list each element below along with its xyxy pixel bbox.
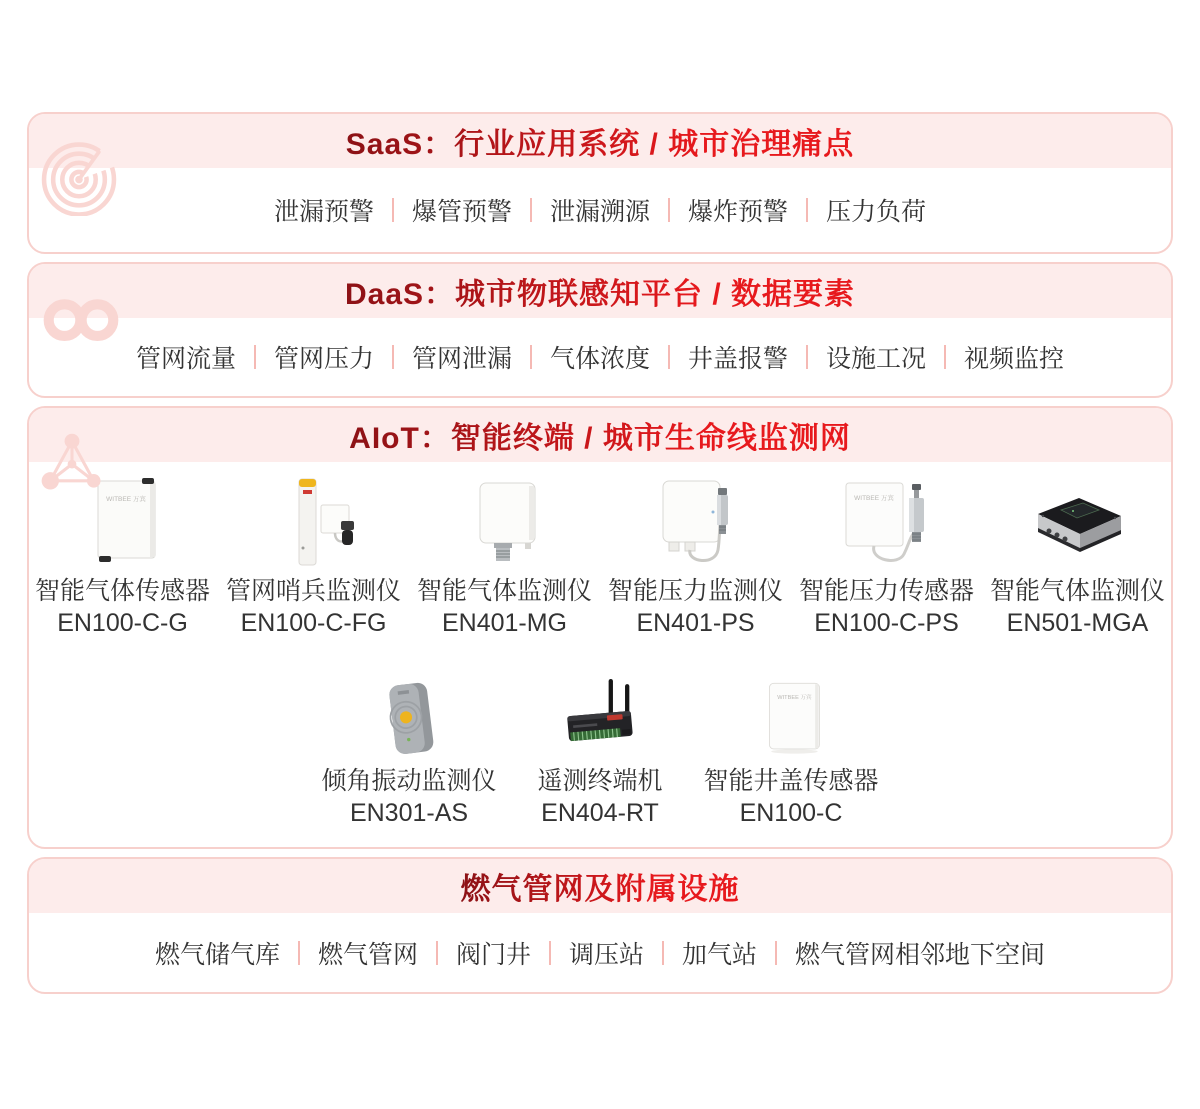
item-separator [254,345,256,369]
daas-title: DaaS：城市物联感知平台 / 数据要素 [345,269,855,313]
product-name: 智能压力传感器 [798,577,974,605]
capability-item: 燃气管网相邻地下空间 [795,940,1046,969]
saas-items [274,192,926,228]
capability-item: 泄漏预警 [273,198,374,226]
product-name: 管网哨兵监测仪 [225,577,401,605]
item-separator [549,941,551,965]
capability-item: 爆炸预警 [688,198,789,226]
aiot-products-row-1 [29,476,1171,639]
device-tilt-sensor [314,679,505,761]
item-separator [806,198,808,222]
product-model: EN401-MG [441,609,568,637]
svg-text:WITBEE 万宾: WITBEE 万宾 [105,496,146,503]
item-separator [298,941,300,965]
product-model: EN301-AS [349,799,469,827]
product-card [505,679,696,829]
aiot-products-row-2 [29,679,1171,829]
capability-item: 视频监控 [964,345,1065,373]
device-manhole-sensor [696,679,887,761]
device-gas-monitor [409,476,600,571]
capability-item: 井盖报警 [688,345,789,373]
product-card [982,476,1173,639]
aiot-title: AIoT：智能终端 / 城市生命线监测网 [349,413,851,457]
product-model: EN401-PS [636,609,755,637]
device-rtu [505,679,696,761]
item-separator [392,345,394,369]
capability-item: 阀门井 [455,940,531,969]
product-name: 智能气体传感器 [34,577,210,605]
product-model: EN100-C-G [57,609,188,637]
aiot-header [29,408,1171,462]
product-card [409,476,600,639]
item-separator [530,345,532,369]
device-gas-sensor-box [27,476,218,571]
device-sentinel [218,476,409,571]
product-name: 智能压力监测仪 [607,577,783,605]
product-card [314,679,505,829]
saas-body [29,168,1171,252]
aiot-body [29,462,1171,847]
capability-item: 气体浓度 [549,345,650,373]
item-separator [668,345,670,369]
saas-panel [27,112,1173,254]
product-name: 智能井盖传感器 [703,767,879,795]
product-card [791,476,982,639]
capability-item: 设施工况 [826,345,927,373]
capability-item: 泄漏溯源 [549,198,650,226]
item-separator [662,941,664,965]
capability-item: 管网泄漏 [411,345,512,373]
item-separator [944,345,946,369]
capability-item: 加气站 [682,940,758,969]
product-card [27,476,218,639]
daas-panel [27,262,1173,398]
infra-title: 燃气管网及附属设施 [461,864,740,908]
device-pressure-sensor [791,476,982,571]
product-card [218,476,409,639]
capability-item: 压力负荷 [826,198,927,226]
saas-header [29,114,1171,168]
item-separator [392,198,394,222]
item-separator [436,941,438,965]
daas-body [29,318,1171,396]
infra-panel [27,857,1173,994]
item-separator [775,941,777,965]
capability-item: 爆管预警 [411,198,512,226]
infra-items [155,935,1045,971]
product-model: EN100-C [739,799,843,827]
device-gas-analyzer [982,476,1173,571]
product-name: 智能气体监测仪 [989,577,1165,605]
daas-header [29,264,1171,318]
product-name: 遥测终端机 [537,767,663,795]
svg-text:WITBEE 万宾: WITBEE 万宾 [777,694,812,701]
product-name: 智能气体监测仪 [416,577,592,605]
capability-item: 调压站 [569,940,645,969]
infra-body [29,913,1171,992]
capability-item: 管网流量 [135,345,236,373]
daas-items [136,339,1064,375]
aiot-panel [27,406,1173,849]
capability-item: 燃气管网 [317,940,418,969]
device-pressure-monitor [600,476,791,571]
svg-text:WITBEE 万宾: WITBEE 万宾 [853,495,894,502]
product-model: EN501-MGA [1006,609,1149,637]
product-card [600,476,791,639]
item-separator [530,198,532,222]
product-model: EN100-C-FG [240,609,387,637]
product-card [696,679,887,829]
item-separator [806,345,808,369]
product-model: EN100-C-PS [814,609,959,637]
infra-header [29,859,1171,913]
item-separator [668,198,670,222]
saas-title: SaaS：行业应用系统 / 城市治理痛点 [346,119,854,163]
capability-item: 燃气储气库 [154,940,280,969]
product-model: EN404-RT [541,799,659,827]
capability-item: 管网压力 [273,345,374,373]
product-name: 倾角振动监测仪 [321,767,497,795]
